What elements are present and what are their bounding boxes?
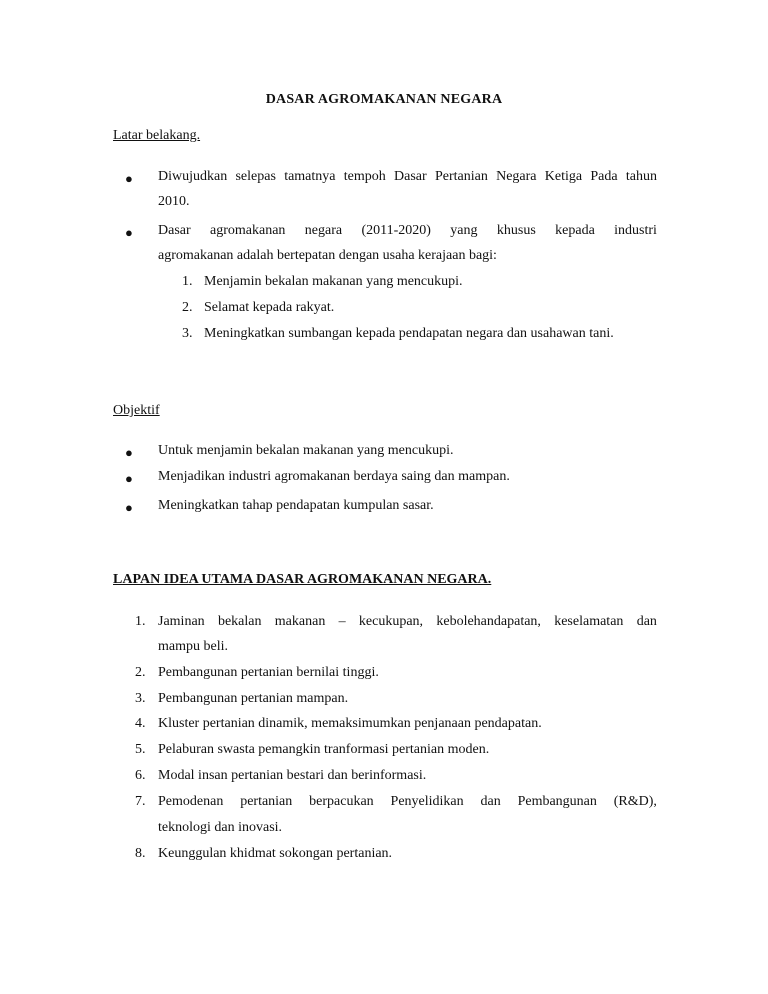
word: dan: [636, 614, 657, 629]
word: industri: [614, 223, 657, 238]
list-item: Kluster pertanian dinamik, memaksimumkan penjanaan pendapatan.: [158, 716, 542, 731]
list-item-line: teknologi dan inovasi.: [158, 820, 283, 835]
section-heading-latar-belakang: Latar belakang.: [113, 128, 201, 143]
word: keselamatan: [554, 614, 624, 629]
list-item: Meningkatkan sumbangan kepada pendapatan negara dan usahawan tani.: [204, 326, 614, 341]
bullet-text-line: [158, 223, 657, 239]
word: Ketiga: [544, 169, 583, 184]
bullet-icon: ●: [125, 445, 133, 460]
list-item-number: 7.: [135, 794, 146, 809]
list-item-line: [158, 614, 657, 630]
word: bekalan: [217, 614, 262, 629]
bullet-icon: ●: [125, 171, 133, 186]
word: kebolehandapatan,: [436, 614, 541, 629]
list-item: Menjadikan industri agromakanan berdaya saing dan mampan.: [158, 469, 510, 484]
word: Negara: [496, 169, 537, 184]
word: Dasar: [158, 223, 191, 238]
word: Pertanian: [434, 169, 488, 184]
word: Diwujudkan: [158, 169, 228, 184]
word: pertanian: [240, 794, 293, 809]
bullet-text-line: [158, 169, 657, 185]
word: tahun: [625, 169, 657, 184]
word: kepada: [555, 223, 595, 238]
word: berpacukan: [309, 794, 374, 809]
list-item-number: 8.: [135, 846, 146, 861]
list-item: Menjamin bekalan makanan yang mencukupi.: [204, 274, 463, 289]
bullet-icon: ●: [125, 500, 133, 515]
list-item: Pelaburan swasta pemangkin tranformasi pertanian moden.: [158, 742, 490, 757]
list-item: Modal insan pertanian bestari dan berinformasi.: [158, 768, 427, 783]
word: Jaminan: [158, 614, 205, 629]
word: tempoh: [343, 169, 386, 184]
list-item-number: 3.: [182, 326, 193, 341]
list-item-number: 2.: [135, 665, 146, 680]
word: Dasar: [394, 169, 427, 184]
word: kecukupan,: [358, 614, 424, 629]
word: negara: [304, 223, 343, 238]
word: makanan: [274, 614, 326, 629]
word: tamatnya: [284, 169, 336, 184]
list-item-number: 6.: [135, 768, 146, 783]
list-item-number: 4.: [135, 716, 146, 731]
list-item: Selamat kepada rakyat.: [204, 300, 335, 315]
list-item: Pembangunan pertanian bernilai tinggi.: [158, 665, 379, 680]
list-item: Untuk menjamin bekalan makanan yang mencukupi.: [158, 443, 454, 458]
bullet-icon: ●: [125, 471, 133, 486]
word: –: [338, 614, 346, 629]
list-item-line: [158, 794, 657, 810]
bullet-text-line: agromakanan adalah bertepatan dengan usaha kerajaan bagi:: [158, 248, 497, 263]
list-item-number: 3.: [135, 691, 146, 706]
list-item-number: 1.: [182, 274, 193, 289]
word: (R&D),: [613, 794, 657, 809]
list-item-line: mampu beli.: [158, 639, 228, 654]
section-heading-lapan-idea: LAPAN IDEA UTAMA DASAR AGROMAKANAN NEGARA.: [113, 572, 492, 587]
list-item-number: 5.: [135, 742, 146, 757]
word: khusus: [496, 223, 536, 238]
word: dan: [480, 794, 501, 809]
word: Pada: [590, 169, 618, 184]
word: selepas: [235, 169, 276, 184]
word: yang: [450, 223, 478, 238]
document-title: DASAR AGROMAKANAN NEGARA: [265, 92, 503, 107]
section-heading-objektif: Objektif: [113, 403, 160, 418]
list-item: Pembangunan pertanian mampan.: [158, 691, 349, 706]
list-item: Meningkatkan tahap pendapatan kumpulan sasar.: [158, 498, 434, 513]
word: Penyelidikan: [390, 794, 464, 809]
word: Pembangunan: [517, 794, 597, 809]
list-item-number: 1.: [135, 614, 146, 629]
bullet-text-line: 2010.: [158, 194, 190, 209]
word: agromakanan: [210, 223, 286, 238]
list-item-number: 2.: [182, 300, 193, 315]
word: Pemodenan: [158, 794, 224, 809]
bullet-icon: ●: [125, 225, 133, 240]
word: (2011-2020): [361, 223, 431, 238]
list-item: Keunggulan khidmat sokongan pertanian.: [158, 846, 393, 861]
